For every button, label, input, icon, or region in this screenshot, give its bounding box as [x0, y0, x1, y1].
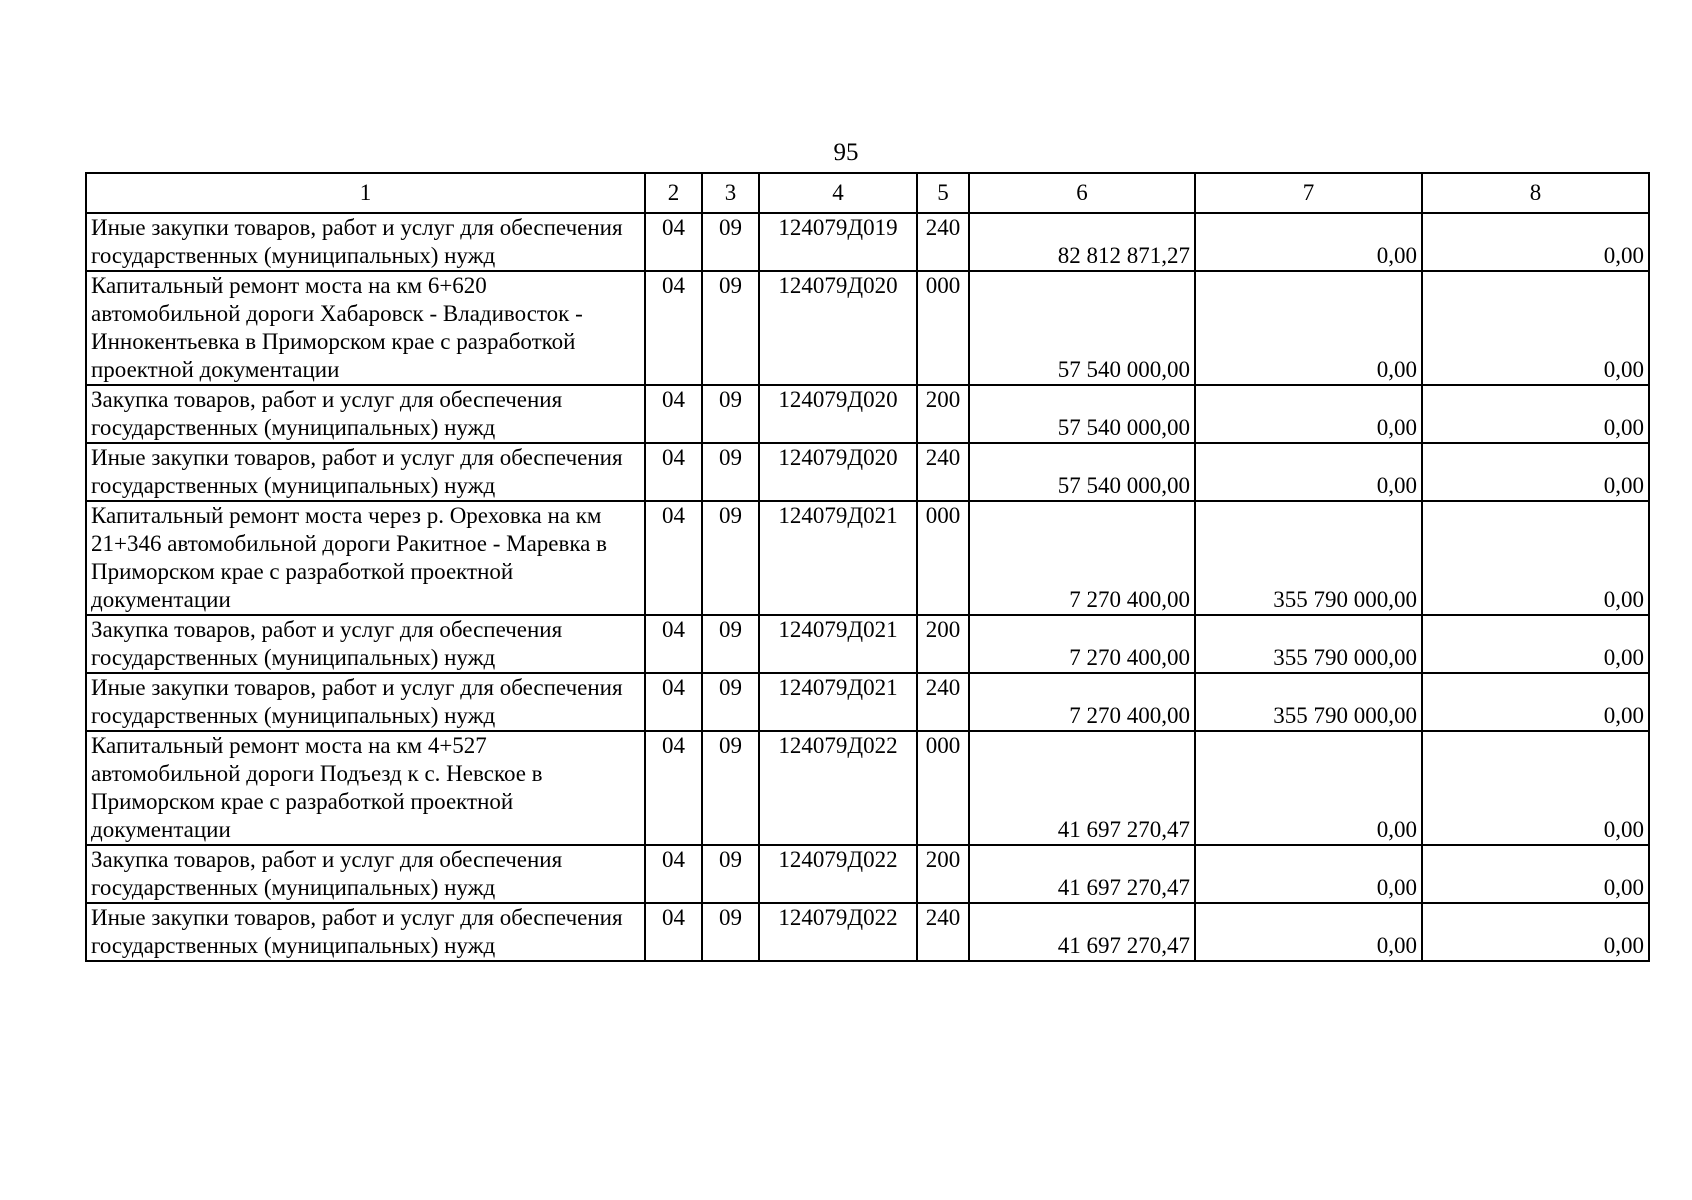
row-target-article: 124079Д022 — [759, 731, 917, 845]
row-section-code: 04 — [645, 271, 702, 385]
row-description: Иные закупки товаров, работ и услуг для обеспечения государственных (муниципальных) нужд — [86, 443, 645, 501]
budget-table — [85, 172, 1650, 962]
row-amount-col7: 0,00 — [1195, 213, 1422, 271]
row-section-code: 04 — [645, 443, 702, 501]
row-description: Закупка товаров, работ и услуг для обеспечения государственных (муниципальных) нужд — [86, 615, 645, 673]
row-amount-col7: 355 790 000,00 — [1195, 615, 1422, 673]
row-subsection-code: 09 — [702, 903, 759, 961]
row-amount-col6: 7 270 400,00 — [969, 673, 1195, 731]
table-row — [86, 501, 1649, 615]
row-subsection-code: 09 — [702, 731, 759, 845]
row-expense-type: 240 — [917, 443, 969, 501]
row-expense-type: 240 — [917, 673, 969, 731]
table-row — [86, 385, 1649, 443]
row-subsection-code: 09 — [702, 845, 759, 903]
table-row — [86, 615, 1649, 673]
row-amount-col8: 0,00 — [1422, 213, 1649, 271]
table-row — [86, 903, 1649, 961]
column-header: 5 — [917, 173, 969, 213]
row-amount-col7: 0,00 — [1195, 731, 1422, 845]
row-section-code: 04 — [645, 385, 702, 443]
row-subsection-code: 09 — [702, 213, 759, 271]
row-amount-col7: 355 790 000,00 — [1195, 673, 1422, 731]
row-expense-type: 200 — [917, 615, 969, 673]
column-header: 1 — [86, 173, 645, 213]
row-amount-col6: 82 812 871,27 — [969, 213, 1195, 271]
row-description: Иные закупки товаров, работ и услуг для обеспечения государственных (муниципальных) нужд — [86, 673, 645, 731]
row-subsection-code: 09 — [702, 443, 759, 501]
row-amount-col7: 0,00 — [1195, 385, 1422, 443]
row-expense-type: 240 — [917, 903, 969, 961]
row-description: Иные закупки товаров, работ и услуг для обеспечения государственных (муниципальных) нужд — [86, 903, 645, 961]
row-amount-col8: 0,00 — [1422, 845, 1649, 903]
row-section-code: 04 — [645, 213, 702, 271]
row-amount-col6: 7 270 400,00 — [969, 501, 1195, 615]
table-row — [86, 673, 1649, 731]
row-expense-type: 000 — [917, 271, 969, 385]
row-target-article: 124079Д021 — [759, 501, 917, 615]
table-row — [86, 443, 1649, 501]
table-header-row — [86, 173, 1649, 213]
table-row — [86, 731, 1649, 845]
table-row — [86, 271, 1649, 385]
row-subsection-code: 09 — [702, 615, 759, 673]
row-expense-type: 200 — [917, 385, 969, 443]
row-amount-col8: 0,00 — [1422, 731, 1649, 845]
row-amount-col8: 0,00 — [1422, 271, 1649, 385]
row-amount-col6: 41 697 270,47 — [969, 845, 1195, 903]
column-header: 2 — [645, 173, 702, 213]
row-section-code: 04 — [645, 501, 702, 615]
row-description: Закупка товаров, работ и услуг для обеспечения государственных (муниципальных) нужд — [86, 845, 645, 903]
table-row — [86, 213, 1649, 271]
row-subsection-code: 09 — [702, 385, 759, 443]
row-section-code: 04 — [645, 615, 702, 673]
column-header: 4 — [759, 173, 917, 213]
row-amount-col7: 0,00 — [1195, 443, 1422, 501]
row-description: Капитальный ремонт моста на км 4+527 автомобильной дороги Подъезд к с. Невское в Приморском крае с разработкой проектной документации — [86, 731, 645, 845]
row-amount-col7: 0,00 — [1195, 903, 1422, 961]
row-target-article: 124079Д021 — [759, 673, 917, 731]
column-header: 7 — [1195, 173, 1422, 213]
row-section-code: 04 — [645, 731, 702, 845]
row-description: Закупка товаров, работ и услуг для обеспечения государственных (муниципальных) нужд — [86, 385, 645, 443]
row-target-article: 124079Д020 — [759, 443, 917, 501]
row-amount-col6: 57 540 000,00 — [969, 385, 1195, 443]
row-section-code: 04 — [645, 903, 702, 961]
row-expense-type: 200 — [917, 845, 969, 903]
table-body — [86, 173, 1649, 961]
row-target-article: 124079Д020 — [759, 385, 917, 443]
row-expense-type: 000 — [917, 501, 969, 615]
row-subsection-code: 09 — [702, 673, 759, 731]
row-amount-col8: 0,00 — [1422, 501, 1649, 615]
row-amount-col8: 0,00 — [1422, 903, 1649, 961]
row-section-code: 04 — [645, 673, 702, 731]
row-target-article: 124079Д020 — [759, 271, 917, 385]
row-subsection-code: 09 — [702, 271, 759, 385]
row-description: Капитальный ремонт моста через р. Ореховка на км 21+346 автомобильной дороги Ракитное - Маревка в Приморском крае с разработкой проектной документации — [86, 501, 645, 615]
row-amount-col8: 0,00 — [1422, 385, 1649, 443]
row-amount-col8: 0,00 — [1422, 443, 1649, 501]
row-target-article: 124079Д021 — [759, 615, 917, 673]
row-target-article: 124079Д019 — [759, 213, 917, 271]
row-expense-type: 000 — [917, 731, 969, 845]
column-header: 6 — [969, 173, 1195, 213]
row-subsection-code: 09 — [702, 501, 759, 615]
row-target-article: 124079Д022 — [759, 903, 917, 961]
row-expense-type: 240 — [917, 213, 969, 271]
row-amount-col6: 57 540 000,00 — [969, 271, 1195, 385]
row-amount-col7: 0,00 — [1195, 271, 1422, 385]
row-amount-col8: 0,00 — [1422, 615, 1649, 673]
row-amount-col8: 0,00 — [1422, 673, 1649, 731]
row-amount-col7: 355 790 000,00 — [1195, 501, 1422, 615]
row-amount-col6: 57 540 000,00 — [969, 443, 1195, 501]
table-row — [86, 845, 1649, 903]
row-description: Иные закупки товаров, работ и услуг для обеспечения государственных (муниципальных) нужд — [86, 213, 645, 271]
column-header: 3 — [702, 173, 759, 213]
row-description: Капитальный ремонт моста на км 6+620 автомобильной дороги Хабаровск - Владивосток - Иннокентьевка в Приморском крае с разработкой проектной документации — [86, 271, 645, 385]
row-amount-col6: 41 697 270,47 — [969, 903, 1195, 961]
row-amount-col6: 7 270 400,00 — [969, 615, 1195, 673]
row-section-code: 04 — [645, 845, 702, 903]
page-number: 95 — [833, 139, 859, 166]
row-target-article: 124079Д022 — [759, 845, 917, 903]
row-amount-col7: 0,00 — [1195, 845, 1422, 903]
column-header: 8 — [1422, 173, 1649, 213]
row-amount-col6: 41 697 270,47 — [969, 731, 1195, 845]
